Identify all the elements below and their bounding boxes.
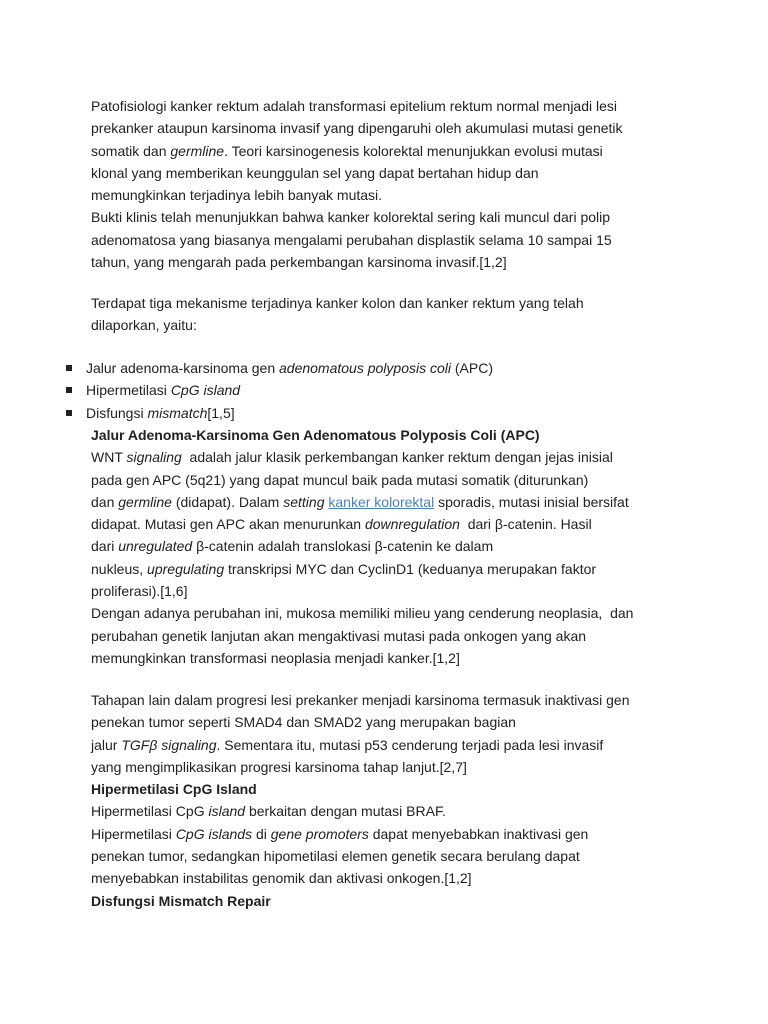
section-heading: Jalur Adenoma-Karsinoma Gen Adenomatous Polyposis Coli (APC) (91, 427, 540, 443)
bullet-icon (66, 365, 72, 371)
text-line: memungkinkan transformasi neoplasia menjadi kanker.[1,2] (91, 649, 460, 666)
text-line: klonal yang memberikan keunggulan sel yang dapat bertahan hidup dan (91, 164, 539, 181)
section-heading: Hipermetilasi CpG Island (91, 781, 257, 798)
text-line: prekanker ataupun karsinoma invasif yang dipengaruhi oleh akumulasi mutasi genetik (91, 120, 623, 137)
bullet-icon (66, 387, 72, 393)
text-line: adenomatosa yang biasanya mengalami perubahan displastik selama 10 sampai 15 (91, 231, 612, 248)
text-line: Terdapat tiga mekanisme terjadinya kanker kolon dan kanker rektum yang telah (91, 295, 584, 311)
text-line: nukleus, upregulating transkripsi MYC dan CyclinD1 (keduanya merupakan faktor (91, 560, 597, 577)
text-line: dan germline (didapat). Dalam setting kanker kolorektal sporadis, mutasi inisial bersifat (91, 493, 629, 510)
text-line: yang mengimplikasikan progresi karsinoma tahap lanjut.[2,7] (91, 758, 467, 775)
text-line: somatik dan germline. Teori karsinogenesis kolorektal menunjukkan evolusi mutasi (91, 142, 603, 159)
section-heading: Disfungsi Mismatch Repair (91, 892, 271, 909)
list-item: Jalur adenoma-karsinoma gen adenomatous polyposis coli (APC) (66, 357, 493, 379)
progression-paragraph (91, 689, 708, 912)
mechanisms-intro-paragraph (91, 292, 708, 337)
bullet-icon (66, 410, 72, 416)
text-line: dari unregulated β-catenin adalah translokasi β-catenin ke dalam (91, 538, 494, 555)
text-line: proliferasi).[1,6] (91, 583, 188, 600)
intro-paragraph (91, 95, 708, 273)
text-line: Tahapan lain dalam progresi lesi prekanker menjadi karsinoma termasuk inaktivasi gen (91, 692, 630, 708)
apc-section (91, 424, 708, 669)
text-line: Hipermetilasi CpG islands di gene promoters dapat menyebabkan inaktivasi gen (91, 825, 589, 842)
list-item: Hipermetilasi CpG island (66, 379, 493, 401)
text-line: didapat. Mutasi gen APC akan menurunkan downregulation dari β-catenin. Hasil (91, 516, 592, 533)
mechanism-list (66, 357, 493, 424)
text-line: perubahan genetik lanjutan akan mengaktivasi mutasi pada onkogen yang akan (91, 627, 587, 644)
text-line: jalur TGFβ signaling. Sementara itu, mutasi p53 cenderung terjadi pada lesi invasif (91, 736, 604, 753)
text-line: dilaporkan, yaitu: (91, 317, 197, 334)
text-line: WNT signaling adalah jalur klasik perkembangan kanker rektum dengan jejas inisial (91, 449, 613, 466)
text-line: Hipermetilasi CpG island berkaitan dengan mutasi BRAF. (91, 803, 446, 820)
text-line: Bukti klinis telah menunjukkan bahwa kanker kolorektal sering kali muncul dari polip (91, 209, 611, 226)
list-item: Disfungsi mismatch[1,5] (66, 402, 493, 424)
text-line: penekan tumor seperti SMAD4 dan SMAD2 yang merupakan bagian (91, 714, 516, 731)
text-line: tahun, yang mengarah pada perkembangan karsinoma invasif.[1,2] (91, 254, 507, 271)
text-line: pada gen APC (5q21) yang dapat muncul baik pada mutasi somatik (diturunkan) (91, 471, 589, 488)
text-line: penekan tumor, sedangkan hipometilasi elemen genetik secara berulang dapat (91, 848, 580, 865)
text-line: memungkinkan terjadinya lebih banyak mutasi. (91, 187, 383, 204)
text-line: menyebabkan instabilitas genomik dan aktivasi onkogen.[1,2] (91, 870, 472, 887)
kanker-kolorektal-link[interactable]: kanker kolorektal (328, 493, 435, 510)
text-line: Patofisiologi kanker rektum adalah transformasi epitelium rektum normal menjadi lesi (91, 98, 618, 114)
text-line: Dengan adanya perubahan ini, mukosa memiliki milieu yang cenderung neoplasia, dan (91, 605, 634, 622)
